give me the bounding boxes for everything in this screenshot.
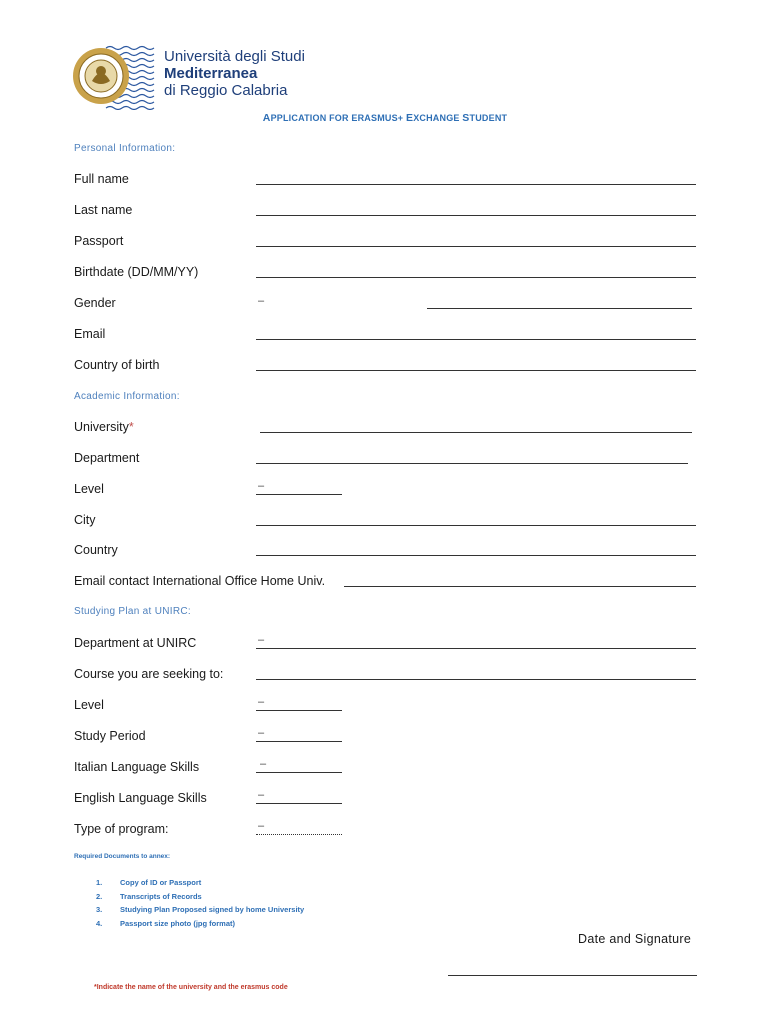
- signature-field[interactable]: [448, 975, 697, 976]
- city-field[interactable]: [256, 525, 696, 526]
- level-dropdown[interactable]: –: [258, 480, 265, 492]
- birthdate-field[interactable]: [256, 277, 696, 278]
- studying-plan-heading: Studying Plan at UNIRC:: [74, 606, 191, 617]
- city-label: City: [74, 513, 96, 527]
- list-item-text: Passport size photo (jpg format): [120, 918, 236, 928]
- email-label: Email: [74, 327, 106, 341]
- italian-skills-label: Italian Language Skills: [74, 760, 200, 774]
- country-of-birth-field[interactable]: [256, 370, 696, 371]
- personal-info-heading: Personal Information:: [74, 143, 176, 154]
- university-label: [74, 420, 134, 434]
- email-contact-label: Email contact International Office Home Univ.: [74, 574, 326, 588]
- list-item: [96, 919, 304, 933]
- study-level-dropdown[interactable]: –: [258, 696, 265, 708]
- email-field[interactable]: [256, 339, 696, 340]
- document-title: [0, 112, 770, 124]
- country-label: Country: [74, 543, 118, 557]
- required-docs-heading: Required Documents to annex:: [74, 853, 171, 860]
- last-name-field[interactable]: [256, 215, 696, 216]
- title-part-1: PPLICATION FOR ERASMUS+: [270, 113, 406, 123]
- list-item-text: Studying Plan Proposed signed by home University: [120, 905, 305, 914]
- study-level-label: Level: [74, 698, 104, 712]
- department-unirc-dropdown[interactable]: –: [258, 634, 265, 646]
- list-item-number: 2.: [96, 891, 103, 901]
- title-part-3: TUDENT: [469, 113, 508, 123]
- title-cap-e: E: [405, 112, 414, 124]
- italian-skills-field[interactable]: [256, 772, 342, 773]
- list-item-text: Transcripts of Records: [120, 891, 202, 901]
- title-part-2: XCHANGE: [413, 113, 463, 123]
- program-type-dropdown[interactable]: –: [258, 820, 265, 832]
- university-logo: [72, 44, 332, 112]
- last-name-label: Last name: [74, 203, 133, 217]
- course-label: Course you are seeking to:: [74, 667, 224, 681]
- italian-skills-dropdown[interactable]: –: [260, 758, 267, 770]
- email-contact-field[interactable]: [344, 586, 696, 587]
- full-name-field[interactable]: [256, 184, 696, 185]
- required-asterisk: *: [128, 420, 134, 434]
- university-field[interactable]: [260, 432, 692, 433]
- department-unirc-label: Department at UNIRC: [74, 636, 197, 650]
- list-item: [96, 905, 304, 919]
- passport-field[interactable]: [256, 246, 696, 247]
- program-type-field[interactable]: [256, 834, 342, 835]
- full-name-label: Full name: [74, 172, 129, 186]
- level-label: Level: [74, 482, 104, 496]
- course-field[interactable]: [256, 679, 696, 680]
- list-item-text: Copy of ID or Passport: [120, 878, 202, 887]
- birthdate-label: Birthdate (DD/MM/YY): [74, 265, 199, 279]
- date-signature-label: Date and Signature: [578, 932, 692, 946]
- english-skills-label: English Language Skills: [74, 791, 207, 805]
- list-item-number: 3.: [96, 905, 103, 914]
- list-item-number: 4.: [96, 918, 103, 928]
- study-period-label: Study Period: [74, 729, 146, 743]
- list-item: [96, 878, 304, 892]
- department-label: Department: [74, 451, 140, 465]
- country-field[interactable]: [256, 555, 696, 556]
- department-field[interactable]: [256, 463, 688, 464]
- gender-dropdown[interactable]: –: [258, 295, 265, 307]
- passport-label: Passport: [74, 234, 124, 248]
- academic-info-heading: Academic Information:: [74, 391, 180, 402]
- university-label-text: University: [74, 420, 129, 434]
- footnote: *Indicate the name of the university and the erasmus code: [94, 984, 288, 991]
- study-level-field[interactable]: [256, 710, 342, 711]
- university-seal-icon: [72, 47, 130, 105]
- english-skills-field[interactable]: [256, 803, 342, 804]
- level-field[interactable]: [256, 494, 342, 495]
- gender-label: Gender: [74, 296, 116, 310]
- list-item-number: 1.: [96, 878, 103, 887]
- required-docs-list: [96, 878, 304, 932]
- title-cap-s: S: [462, 112, 470, 124]
- logo-line-2: Mediterranea: [164, 65, 258, 82]
- department-unirc-field[interactable]: [256, 648, 696, 649]
- logo-line-3: di Reggio Calabria: [164, 82, 288, 99]
- country-of-birth-label: Country of birth: [74, 358, 160, 372]
- title-cap-a: A: [262, 112, 271, 124]
- program-type-label: Type of program:: [74, 822, 169, 836]
- logo-line-1: Università degli Studi: [164, 48, 305, 65]
- list-item: [96, 892, 304, 906]
- gender-field[interactable]: [427, 308, 692, 309]
- study-period-dropdown[interactable]: –: [258, 727, 265, 739]
- english-skills-dropdown[interactable]: –: [258, 789, 265, 801]
- study-period-field[interactable]: [256, 741, 342, 742]
